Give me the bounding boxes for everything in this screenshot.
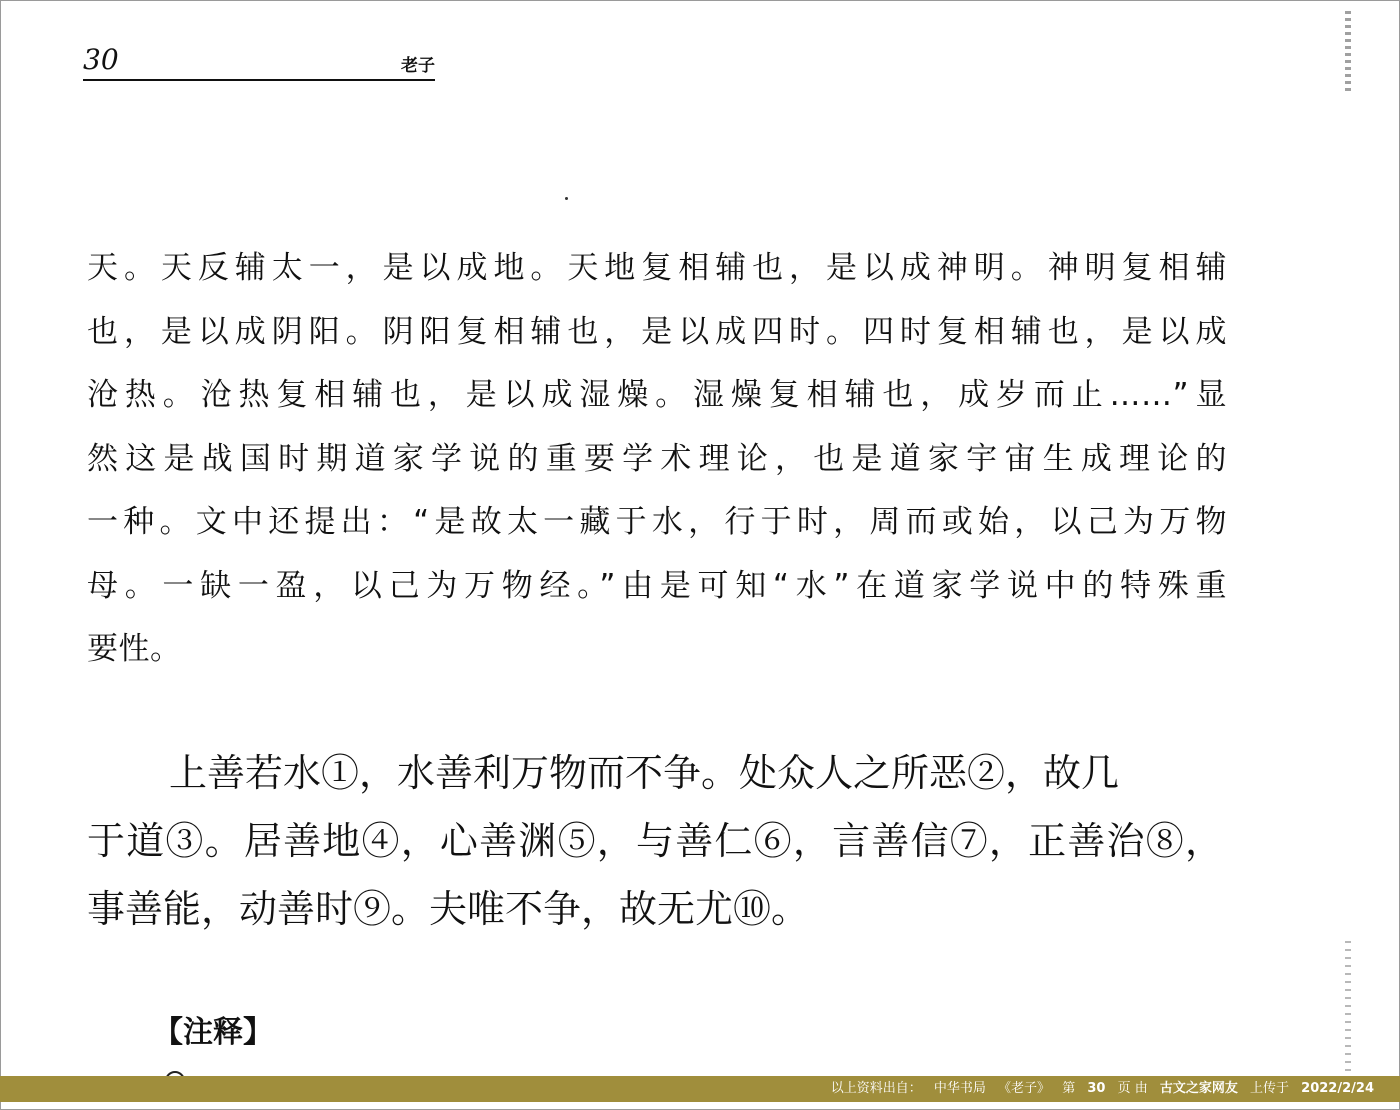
commentary-line: 天。天反辅太一，是以成地。天地复相辅也，是以成神明。神明复相辅: [87, 250, 1227, 286]
footer-page-number: 30: [1087, 1081, 1106, 1096]
main-text-passage: [87, 739, 1223, 943]
notes-heading: 【注释】: [153, 1015, 273, 1050]
uploader-site: 古文之家网友: [1159, 1081, 1238, 1096]
book-name: 《老子》: [998, 1081, 1051, 1096]
source-footer-bar: [0, 1076, 1400, 1102]
scan-edge-artifact: [1345, 941, 1351, 1071]
page-prefix: 第: [1062, 1081, 1076, 1096]
commentary-line: 一种。文中还提出：“是故太一藏于水，行于时，周而或始，以己为万物: [87, 504, 1227, 540]
publisher-name: 中华书局: [933, 1081, 986, 1096]
commentary-line: 然这是战国时期道家学说的重要学术理论，也是道家宇宙生成理论的: [87, 440, 1227, 477]
upload-date: 2022/2/24: [1301, 1081, 1374, 1096]
main-text-line: 事善能，动善时⑨。夫唯不争，故无尤⑩。: [87, 887, 810, 931]
source-label: 以上资料出自：: [830, 1081, 922, 1096]
page-suffix: 页 由: [1117, 1081, 1148, 1096]
commentary-line: 也，是以成阴阳。阴阳复相辅也，是以成四时。四时复相辅也，是以成: [87, 313, 1227, 350]
uploaded-label: 上传于: [1250, 1081, 1290, 1096]
commentary-line: 母。一缺一盈，以己为万物经。”由是可知“水”在道家学说中的特殊重: [87, 567, 1227, 604]
commentary-paragraph: [87, 237, 1227, 682]
scan-speck: [565, 197, 568, 200]
commentary-line: 沧热。沧热复相辅也，是以成湿燥。湿燥复相辅也，成岁而止……”显: [87, 377, 1227, 413]
page-number: 30: [83, 43, 119, 76]
main-text-line: 上善若水①，水善利万物而不争。处众人之所恶②，故几: [169, 751, 1120, 795]
page-header: [83, 43, 435, 83]
header-rule: [83, 79, 435, 81]
scan-edge-artifact: [1345, 11, 1351, 91]
source-credit: [831, 1076, 1382, 1102]
commentary-line: 要性。: [87, 631, 182, 667]
main-text-line: 于道③。居善地④，心善渊⑤，与善仁⑥，言善信⑦，正善治⑧，: [87, 819, 1223, 863]
running-title: 老子: [401, 56, 435, 76]
